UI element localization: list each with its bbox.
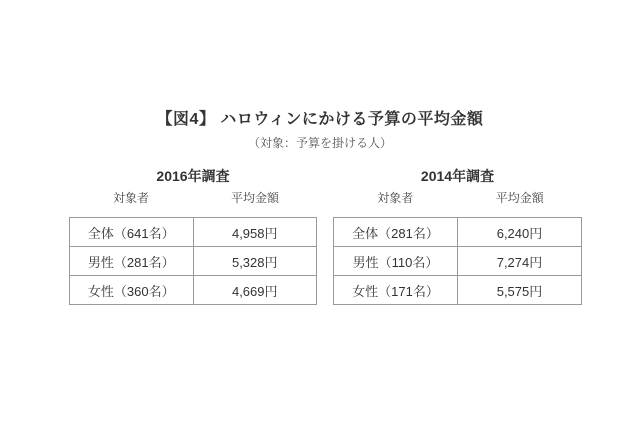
figure-title: 【図4】 ハロウィンにかける予算の平均金額 <box>156 111 484 128</box>
amount-cell: 7,274円 <box>458 247 582 276</box>
amount-cell: 5,328円 <box>193 247 317 276</box>
table-row-male <box>334 247 582 276</box>
survey-2014-table <box>333 217 582 305</box>
column-header-average-amount: 平均金額 <box>495 191 544 205</box>
amount-cell: 6,240円 <box>458 218 582 247</box>
table-row-female <box>334 276 582 305</box>
figure-subtitle: （対象：予算を掛ける人） <box>247 136 392 150</box>
amount-cell: 4,958円 <box>193 218 317 247</box>
subject-cell: 全体（641名） <box>70 218 194 247</box>
survey-2014-title: 2014年調査 <box>420 168 495 184</box>
table-row-total <box>334 218 582 247</box>
survey-2014-column-headers <box>333 191 582 205</box>
table-row-male <box>70 247 317 276</box>
amount-cell: 4,669円 <box>193 276 317 305</box>
subject-cell: 男性（281名） <box>70 247 194 276</box>
subject-cell: 全体（281名） <box>334 218 458 247</box>
survey-2016-title: 2016年調査 <box>156 168 230 184</box>
survey-2014-section <box>333 168 582 305</box>
table-row-female <box>70 276 317 305</box>
survey-2016-column-headers <box>69 191 317 205</box>
subject-cell: 男性（110名） <box>334 247 458 276</box>
column-header-subject: 対象者 <box>377 191 414 205</box>
survey-2016-section <box>69 168 317 305</box>
survey-2016-table <box>69 217 317 305</box>
column-header-average-amount: 平均金額 <box>230 191 279 205</box>
column-header-subject: 対象者 <box>112 191 149 205</box>
subject-cell: 女性（360名） <box>70 276 194 305</box>
table-row-total <box>70 218 317 247</box>
subject-cell: 女性（171名） <box>334 276 458 305</box>
amount-cell: 5,575円 <box>458 276 582 305</box>
